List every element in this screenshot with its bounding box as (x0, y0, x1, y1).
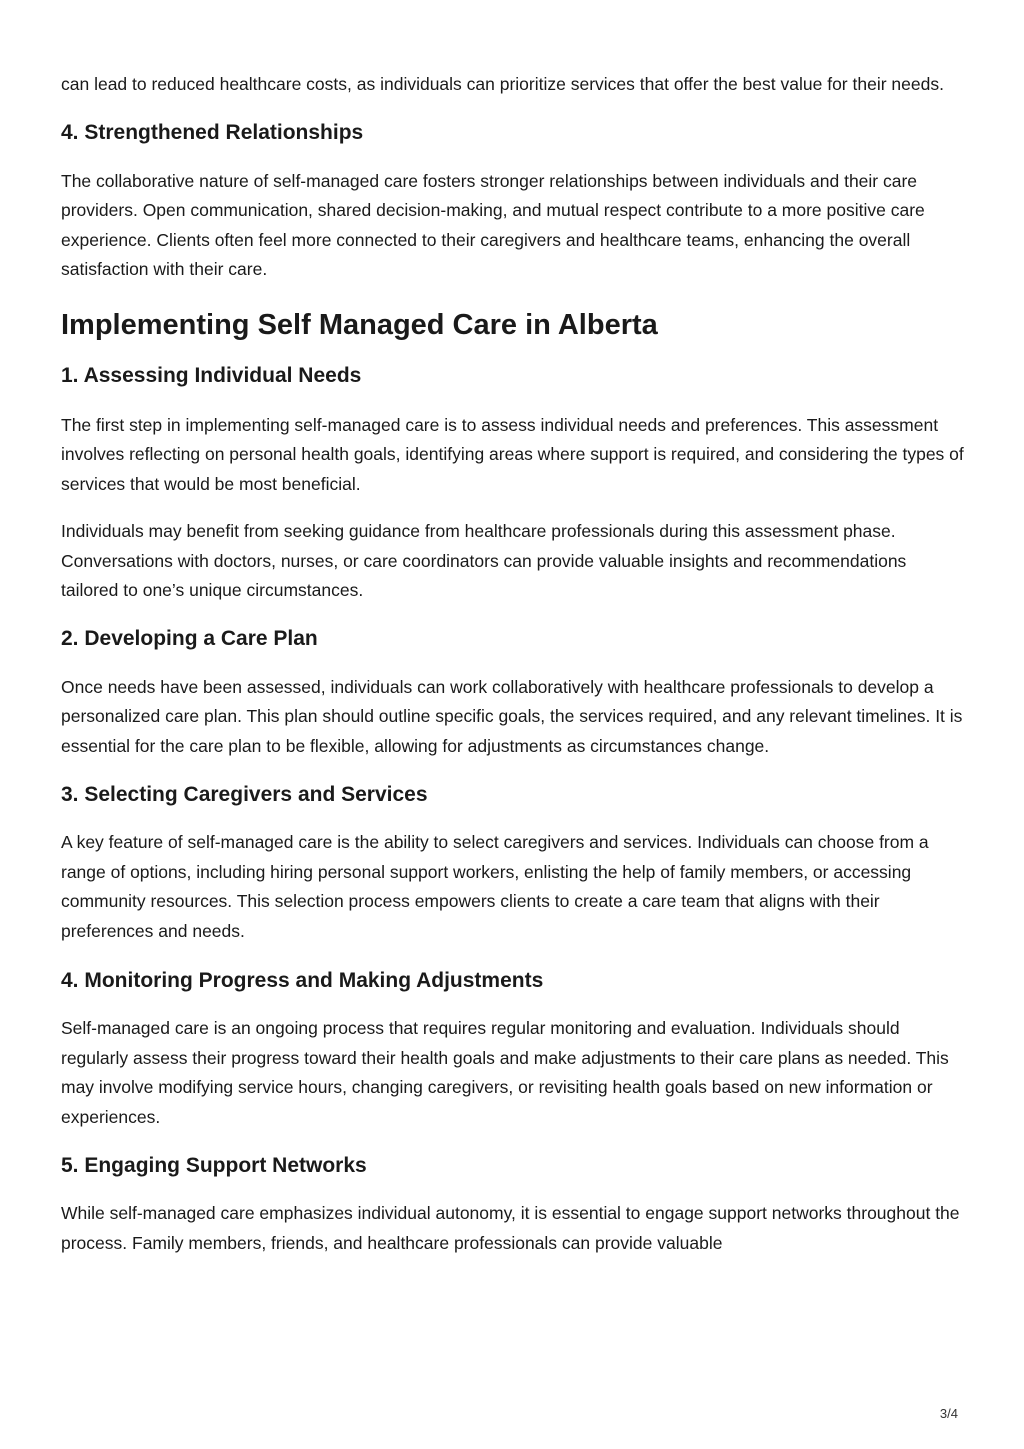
paragraph-engaging-support: While self-managed care emphasizes individual autonomy, it is essential to engage support networks throughout the process. Family members, friends, and healthcare professionals can provide valuable (61, 1203, 960, 1253)
page-number: 3/4 (939, 1406, 958, 1421)
paragraph-assessing-needs-2: Individuals may benefit from seeking guidance from healthcare professionals during this assessment phase. Conversations with doctors, nurses, or care coordinators can provide valuable insights and recommendations tailored to one’s unique circumstances. (61, 521, 907, 600)
paragraph-assessing-needs-1: The first step in implementing self-managed care is to assess individual needs and preferences. This assessment involves reflecting on personal health goals, identifying areas where support is required, and considering the types of services that would be most beneficial. (61, 414, 964, 494)
heading-engaging-support: 5. Engaging Support Networks (61, 1154, 367, 1177)
paragraph-monitoring-progress: Self-managed care is an ongoing process that requires regular monitoring and evaluation. Individuals should regularly assess their progress toward their health goals and make adjustments to their care plans as needed. This may involve modifying service hours, changing caregivers, or revisiting health goals based on new information or experiences. (61, 1018, 949, 1127)
heading-developing-care-plan: 2. Developing a Care Plan (61, 626, 318, 650)
paragraph-strengthened-relationships: The collaborative nature of self-managed care fosters stronger relationships between individuals and their care providers. Open communication, shared decision-making, and mutual respect contribute to a more positive care experience. Clients often feel more connected to their caregivers and healthcare teams, enhancing the overall satisfaction with their care. (61, 170, 925, 279)
heading-assessing-needs: 1. Assessing Individual Needs (61, 363, 362, 387)
document-page (61, 70, 966, 1258)
intro-paragraph: can lead to reduced healthcare costs, as individuals can prioritize services that offer the best value for their needs. (61, 74, 944, 94)
heading-strengthened-relationships: 4. Strengthened Relationships (61, 120, 364, 144)
heading-selecting-caregivers: 3. Selecting Caregivers and Services (61, 783, 428, 806)
paragraph-developing-care-plan: Once needs have been assessed, individuals can work collaboratively with healthcare professionals to develop a personalized care plan. This plan should outline specific goals, the services required, and any relevant timelines. It is essential for the care plan to be flexible, allowing for adjustments as circumstances change. (61, 676, 963, 756)
paragraph-selecting-caregivers: A key feature of self-managed care is the ability to select caregivers and services. Individuals can choose from a range of options, including hiring personal support workers, enlisting the help of family members, or accessing community resources. This selection process empowers clients to create a care team that aligns with their preferences and needs. (61, 832, 929, 941)
heading-monitoring-progress: 4. Monitoring Progress and Making Adjustments (61, 969, 544, 992)
main-heading: Implementing Self Managed Care in Alberta (61, 308, 658, 341)
